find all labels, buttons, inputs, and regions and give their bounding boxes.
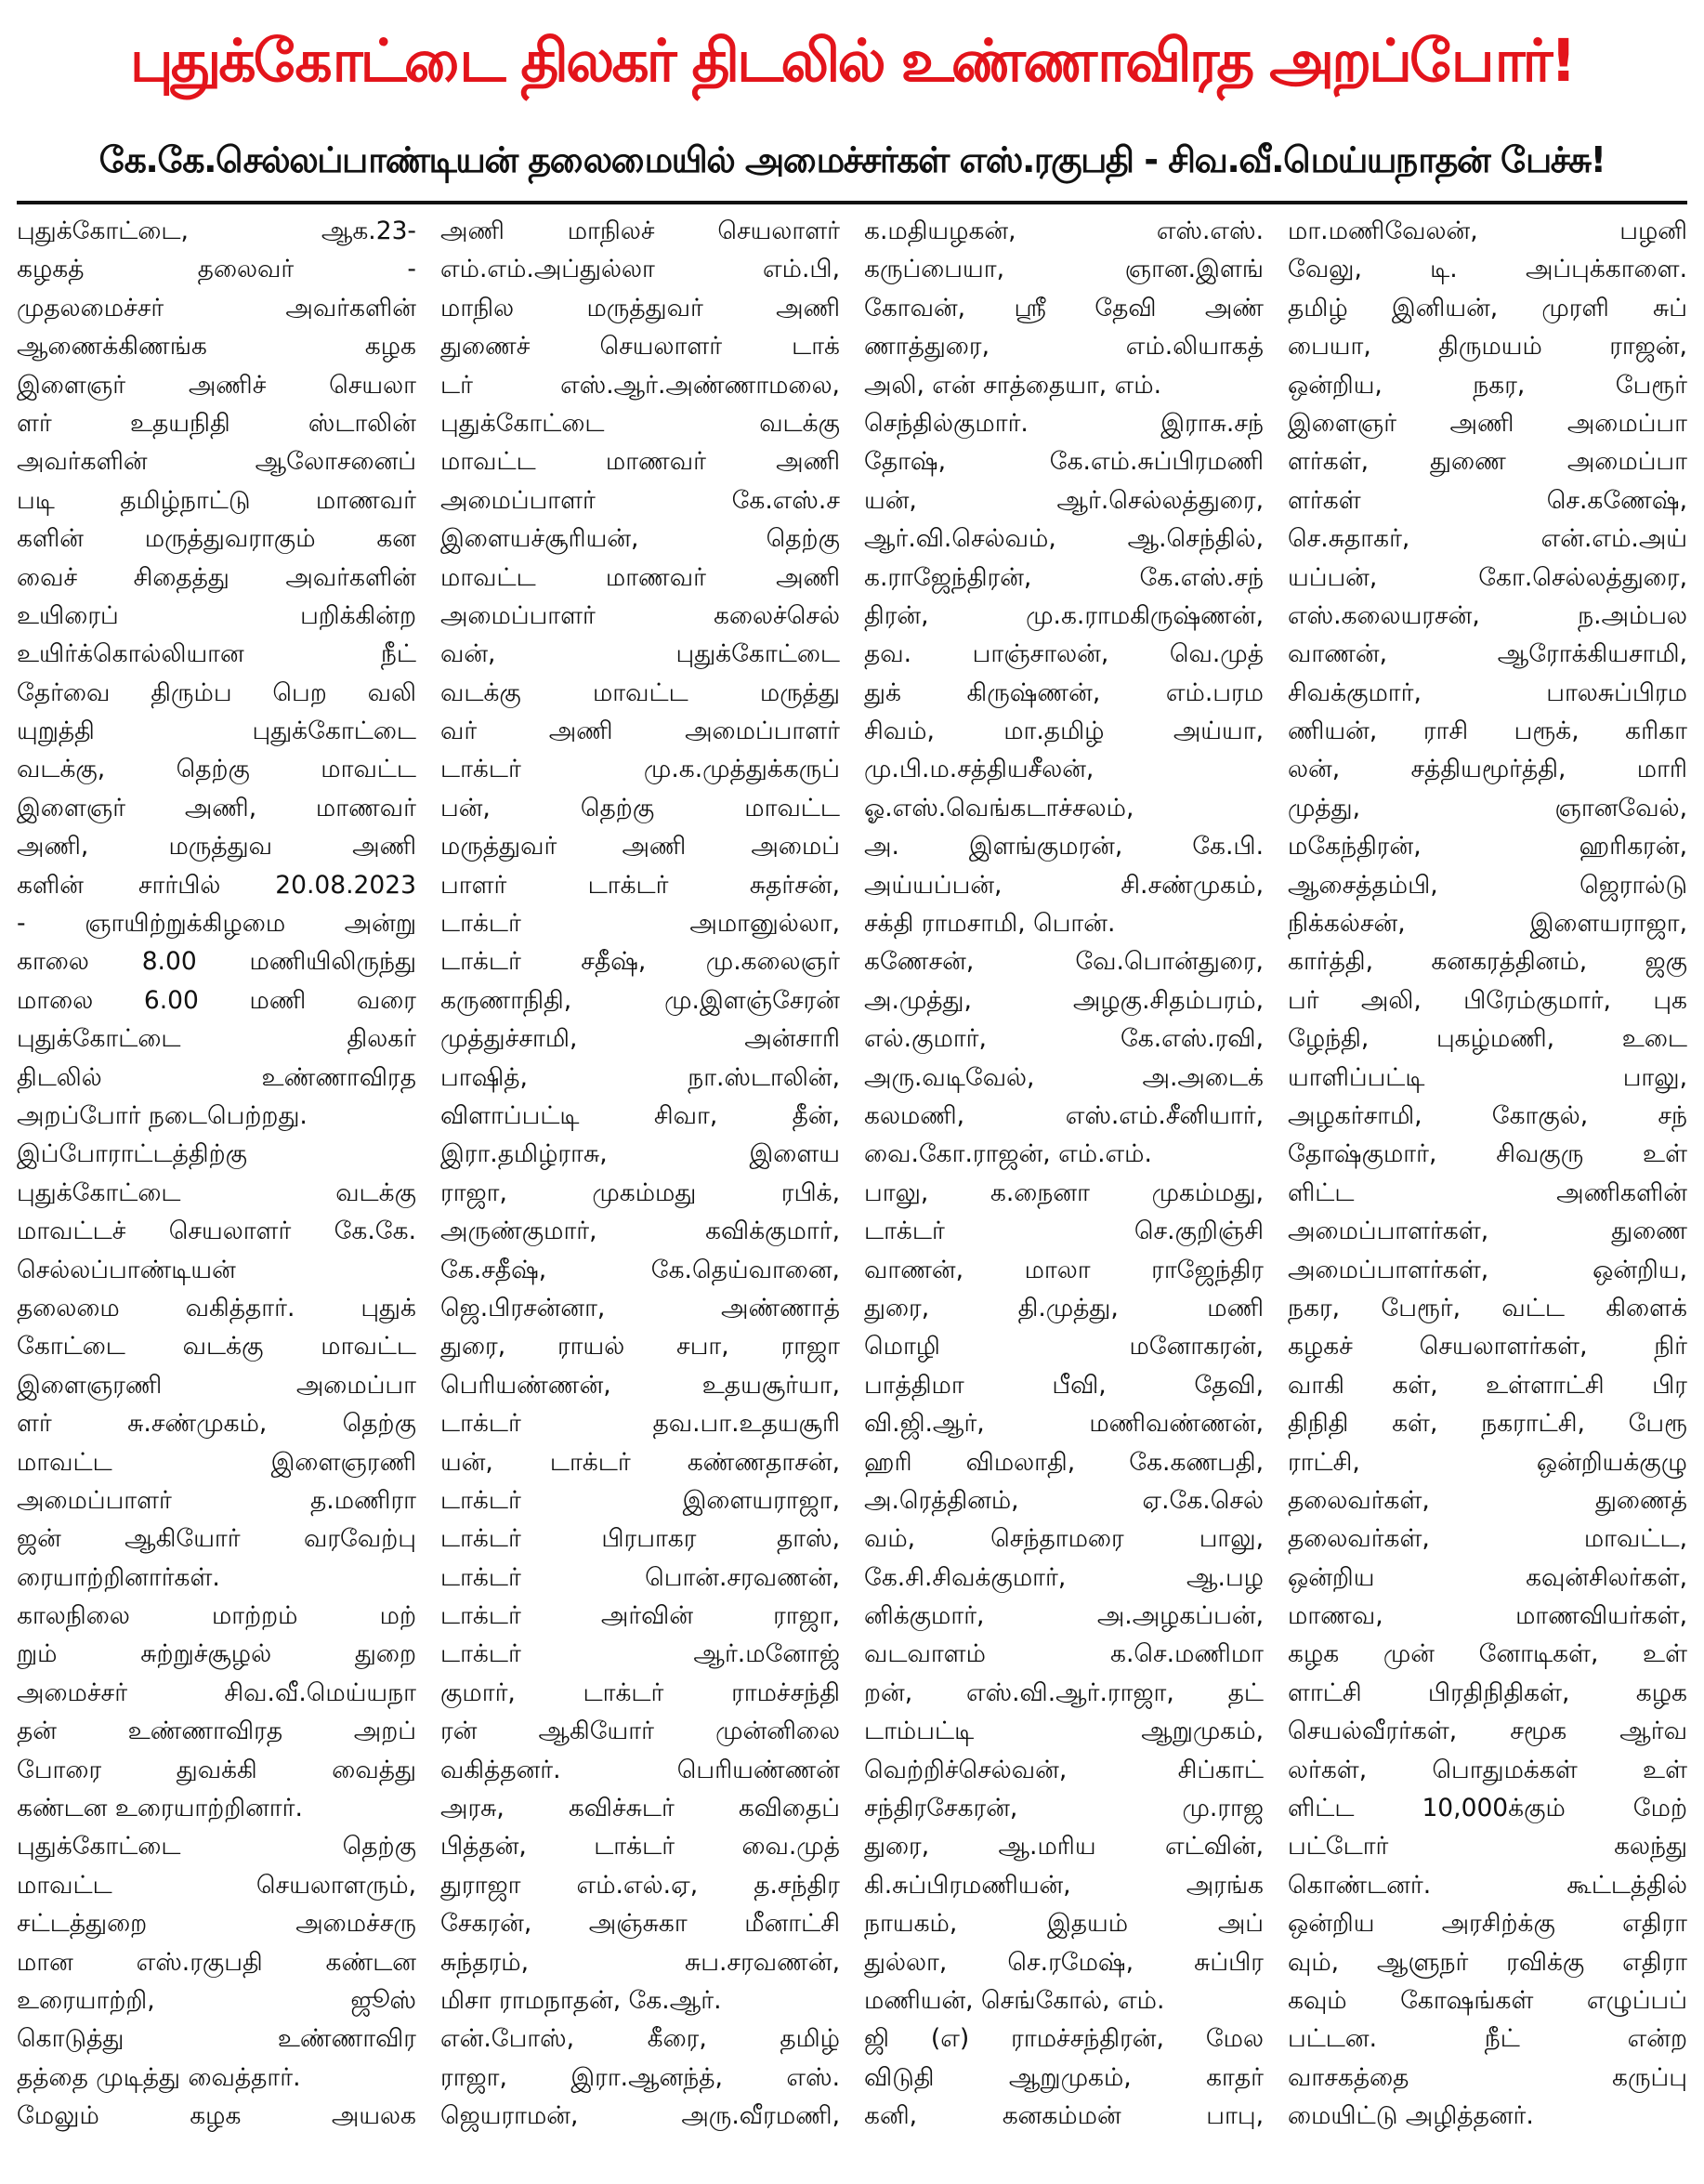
article-line: வடவாளம் க.செ.மணிமா [864,1639,1264,1669]
article-line: உயிரைப் பறிக்கின்ற [17,600,416,630]
article-line: தோஷ், கே.எம்.சுப்பிரமணி [864,447,1264,477]
article-line: ரையாற்றினார்கள். [17,1562,220,1592]
article-line: ணியன், ராசி பரூக், கரிகா [1288,717,1687,746]
article-line: சேகரன், அஞ்சுகா மீனாட்சி [440,1909,840,1939]
article-column-2 [440,212,840,2180]
article-line: திரன், மு.க.ராமகிருஷ்ணன், [864,600,1264,630]
article-line: வடக்கு, தெற்கு மாவட்ட [17,755,416,784]
article-line: ளர்கள், துணை அமைப்பா [1288,447,1687,477]
article-line: தலைமை வகித்தார். புதுக் [17,1293,416,1322]
article-line: கழகச் செயலாளர்கள், நிர் [1288,1332,1687,1362]
article-line: அ.ரெத்தினம், ஏ.கே.செல் [864,1485,1264,1515]
article-line: கொண்டனர். கூட்டத்தில் [1288,1870,1687,1900]
article-line: ஆசைத்தம்பி, ஜெரால்டு [1288,870,1687,900]
article-line: முதலமைச்சர் அவர்களின் [17,293,416,322]
article-line: இளைஞரணி அமைப்பா [17,1370,416,1400]
article-line: விளாப்பட்டி சிவா, தீன், [440,1100,840,1130]
article-line: அமைப்பாளர் கலைச்செல் [440,600,840,630]
article-line: தன் உண்ணாவிரத அறப் [17,1717,416,1746]
article-line: களின் மருத்துவராகும் கன [17,524,416,554]
article-line: வாணன், மாலா ராஜேந்திர [864,1255,1264,1284]
article-line: கோட்டை வடக்கு மாவட்ட [17,1332,416,1362]
article-line: அமைப்பாளர் கே.எஸ்.ச [440,485,840,515]
article-line: இளைஞர் அணிச் செயலா [17,370,416,400]
article-line: அய்யப்பன், சி.சண்முகம், [864,870,1264,900]
article-line: அறப்போர் நடைபெற்றது. [17,1100,308,1130]
article-line: இளையச்சூரியன், தெற்கு [440,524,840,554]
article-line: புதுக்கோட்டை தெற்கு [17,1832,416,1862]
article-line: வாணன், ஆரோக்கியசாமி, [1288,639,1687,669]
article-line: யுறுத்தி புதுக்கோட்டை [17,717,416,746]
article-line: அருண்குமார், கவிக்குமார், [440,1217,840,1246]
article-line: என்.போஸ், கீரை, தமிழ் [440,2024,840,2054]
article-line: இப்போராட்டத்திற்கு [17,1139,247,1169]
article-line: விடுதி ஆறுமுகம், காதர் [864,2062,1264,2092]
article-line: தத்தை முடித்து வைத்தார். [17,2062,301,2092]
article-line: மாவட்ட இளைஞரணி [17,1447,416,1477]
article-line: ளிட்ட அணிகளின் [1288,1178,1687,1207]
article-line: வாகி கள், உள்ளாட்சி பிர [1288,1370,1687,1400]
article-line: காலநிலை மாற்றம் மற் [17,1601,416,1631]
article-line: க.மதியழகன், எஸ்.எஸ். [864,217,1264,245]
article-line: ஓ.எஸ்.வெங்கடாச்சலம், [864,793,1134,822]
article-line: செல்லப்பாண்டியன் [17,1255,236,1284]
article-line: துரை, ராயல் சபா, ராஜா [440,1332,840,1362]
article-line: செ.சுதாகர், என்.எம்.அய் [1288,524,1687,554]
article-line: திடலில் உண்ணாவிரத [17,1062,416,1092]
article-line: இரா.தமிழ்ராசு, இளைய [440,1139,840,1169]
article-line: யன், ஆர்.செல்லத்துரை, [864,485,1264,515]
article-line: ராஜா, முகம்மது ரபிக், [440,1178,840,1207]
article-line: ஜி (எ) ராமச்சந்திரன், மேல [864,2024,1264,2054]
article-line: செந்தில்குமார். இராசு.சந் [864,408,1264,438]
article-line: மாவட்ட மாணவர் அணி [440,562,840,592]
article-line: ஜன் ஆகியோர் வரவேற்பு [17,1524,416,1554]
article-line: குமார், டாக்டர் ராமச்சந்தி [440,1677,840,1707]
article-line: மிசா ராமநாதன், கே.ஆர். [440,1985,722,2015]
article-line: அணி மாநிலச் செயலாளர் [440,217,840,245]
article-line: துராஜா எம்.எல்.ஏ, த.சந்திர [440,1870,840,1900]
article-line: உயிர்க்கொல்லியான நீட் [17,639,416,669]
article-line: அணி, மருத்துவ அணி [17,832,416,862]
article-line: சட்டத்துறை அமைச்சரு [17,1909,416,1939]
article-line: ஒன்றிய கவுன்சிலர்கள், [1288,1562,1687,1592]
article-line: அரசு, கவிச்சுடர் கவிதைப் [440,1794,840,1823]
article-line: மேலும் கழக அயலக [17,2101,416,2131]
article-line: வெற்றிச்செல்வன், சிப்காட் [864,1755,1264,1784]
article-line: ஆர்.வி.செல்வம், ஆ.செந்தில், [864,524,1264,554]
article-line: கழக முன் னோடிகள், உள் [1288,1639,1687,1669]
article-line: மு.பி.ம.சத்தியசீலன், [864,755,1094,784]
article-line: கே.சி.சிவக்குமார், ஆ.பழ [864,1562,1264,1592]
article-line: மகேந்திரன், ஹரிகரன், [1288,832,1687,862]
article-line: வேலு, டி. அப்புக்காளை. [1288,255,1687,284]
article-line: பாளர் டாக்டர் சுதர்சன், [440,870,840,900]
article-line: ஆணைக்கிணங்க கழக [17,332,416,362]
article-line: றன், எஸ்.வி.ஆர்.ராஜா, தட் [864,1677,1264,1707]
article-line: மாவட்ட செயலாளரும், [17,1870,416,1900]
article-line: சிவம், மா.தமிழ் அய்யா, [864,717,1264,746]
article-line: திநிதி கள், நகராட்சி, பேரூ [1288,1409,1687,1439]
subheadline: கே.கே.செல்லப்பாண்டியன் தலைமையில் அமைச்சர்கள் எஸ்.ரகுபதி - சிவ.வீ.மெய்யநாதன் பேச்சு! [98,139,1606,180]
article-line: அமைப்பாளர் த.மணிரா [17,1485,416,1515]
article-line: கி.சுப்பிரமணியன், அரங்க [864,1870,1264,1900]
article-line: தலைவர்கள், துணைத் [1288,1485,1687,1515]
article-line: கே.சதீஷ், கே.தெய்வானை, [440,1255,840,1284]
article-line: இளைஞர் அணி, மாணவர் [17,793,416,822]
article-line: புதுக்கோட்டை வடக்கு [440,408,840,438]
article-line: க.ராஜேந்திரன், கே.எஸ்.சந் [864,562,1264,592]
article-line: டாக்டர் இளையராஜா, [440,1485,840,1515]
article-line: மாணவ, மாணவியர்கள், [1288,1601,1687,1631]
article-line: கனி, கனகம்மன் பாபு, [864,2101,1264,2131]
article-line: நாயகம், இதயம் அப் [864,1909,1264,1939]
article-line: சிவக்குமார், பாலசுப்பிரம [1288,678,1687,707]
article-line: கோவன், ஸ்ரீ தேவி அண் [864,293,1264,322]
headline: புதுக்கோட்டை திலகர் திடலில் உண்ணாவிரத அறப்போர்! [129,27,1575,95]
article-line: யாளிப்பட்டி பாலு, [1288,1062,1687,1092]
article-line: தமிழ் இனியன், முரளி சுப் [1288,293,1687,322]
article-line: லன், சத்தியமூர்த்தி, மாரி [1288,755,1687,784]
article-line: ஒன்றிய அரசிற்க்கு எதிரா [1288,1909,1687,1939]
article-line: மாநில மருத்துவர் அணி [440,293,840,322]
article-line: பாலு, க.நைனா முகம்மது, [864,1178,1264,1207]
article-line: துரை, ஆ.மரிய எட்வின், [864,1832,1264,1862]
article-line: துணைச் செயலாளர் டாக் [440,332,840,362]
article-line: மணியன், செங்கோல், எம். [864,1985,1165,2015]
article-line: யப்பன், கோ.செல்லத்துரை, [1288,562,1687,592]
article-line: மருத்துவர் அணி அமைப் [440,832,840,862]
article-line: தோஷ்குமார், சிவகுரு உள் [1288,1139,1687,1169]
article-line: அ. இளங்குமரன், கே.பி. [864,832,1264,862]
article-line: துல்லா, செ.ரமேஷ், சுப்பிர [864,1947,1264,1977]
article-line: ஜெயராமன், அரு.வீரமணி, [440,2101,840,2131]
article-line: பன், தெற்கு மாவட்ட [440,793,840,822]
article-line: ஹரி விமலாதி, கே.கணபதி, [864,1447,1264,1477]
article-body [17,212,1687,2180]
article-line: வடக்கு மாவட்ட மருத்து [440,678,840,707]
article-line: வம், செந்தாமரை பாலு, [864,1524,1264,1554]
article-line: கலமணி, எஸ்.எம்.சீனியார், [864,1100,1264,1130]
article-line: வன், புதுக்கோட்டை [440,639,840,669]
article-column-3 [864,212,1264,2180]
article-line: ளர்கள் செ.கணேஷ், [1288,485,1687,515]
article-line: ராட்சி, ஒன்றியக்குழு [1288,1447,1687,1477]
article-line: இளைஞர் அணி அமைப்பா [1288,408,1687,438]
article-line: றும் சுற்றுச்சூழல் துறை [17,1639,416,1669]
article-line: கொடுத்து உண்ணாவிர [17,2024,416,2054]
article-line: டர் எஸ்.ஆர்.அண்ணாமலை, [440,370,840,400]
article-line: வாசகத்தை கருப்பு [1288,2062,1687,2092]
article-line: புதுக்கோட்டை திலகர் [17,1024,416,1054]
article-line: ளர் உதயநிதி ஸ்டாலின் [17,408,416,438]
article-line: மையிட்டு அழித்தனர். [1288,2101,1534,2131]
article-line: அமைச்சர் சிவ.வீ.மெய்யநா [17,1677,416,1707]
article-line: பையா, திருமயம் ராஜன், [1288,332,1687,362]
article-line: மொழி மனோகரன், [864,1332,1264,1362]
article-line: ளாட்சி பிரதிநிதிகள், கழக [1288,1677,1687,1707]
article-line: முத்து, ஞானவேல், [1288,793,1687,822]
article-line: பெரியண்ணன், உதயசூர்யா, [440,1370,840,1400]
article-line: எஸ்.கலையரசன், ந.அம்பல [1288,600,1687,630]
article-line: வர் அணி அமைப்பாளர் [440,717,840,746]
article-line: - ஞாயிற்றுக்கிழமை அன்று [17,909,416,939]
article-line: ஒன்றிய, நகர, பேரூர் [1288,370,1687,400]
article-line: பித்தன், டாக்டர் வை.முத் [440,1832,840,1862]
article-line: பட்டன. நீட் என்ற [1288,2024,1687,2054]
article-line: மா.மணிவேலன், பழனி [1288,217,1687,245]
article-line: மாலை 6.00 மணி வரை [17,985,416,1015]
article-line: ரன் ஆகியோர் முன்னிலை [440,1717,840,1746]
article-line: டாம்பட்டி ஆறுமுகம், [864,1717,1264,1746]
article-line: கழகத் தலைவர் - [17,255,416,284]
article-line: கண்டன உரையாற்றினார். [17,1794,303,1823]
article-line: நிக்கல்சன், இளையராஜா, [1288,909,1687,939]
article-line: துக் கிருஷ்ணன், எம்.பரம [864,678,1264,707]
article-line: டாக்டர் செ.குறிஞ்சி [864,1217,1264,1246]
article-line: டாக்டர் மு.க.முத்துக்கருப் [440,755,840,784]
header-rule [17,201,1687,204]
article-line: ளிட்ட 10,000க்கும் மேற் [1288,1794,1687,1823]
article-line: அழகர்சாமி, கோகுல், சந் [1288,1100,1687,1130]
article-line: புதுக்கோட்டை, ஆக.23- [17,217,416,245]
article-line: டாக்டர் தவ.பா.உதயசூரி [440,1409,840,1439]
article-line: னிக்குமார், அ.அழகப்பன், [864,1601,1264,1631]
article-line: மாவட்டச் செயலாளர் கே.கே. [17,1217,416,1246]
article-line: தலைவர்கள், மாவட்ட, [1288,1524,1687,1554]
article-line: டாக்டர் அர்வின் ராஜா, [440,1601,840,1631]
article-line: வும், ஆளுநர் ரவிக்கு எதிரா [1288,1947,1687,1977]
article-line: பட்டோர் கலந்து [1288,1832,1687,1862]
article-line: யன், டாக்டர் கண்ணதாசன், [440,1447,840,1477]
article-line: கருப்பையா, ஞான.இளங் [864,255,1264,284]
article-line: ழேந்தி, புகழ்மணி, உடை [1288,1024,1687,1054]
article-line: வகித்தனர். பெரியண்ணன் [440,1755,840,1784]
article-line: களின் சார்பில் 20.08.2023 [17,870,416,900]
article-line: தவ. பாஞ்சாலன், வெ.முத் [864,639,1264,669]
article-line: டாக்டர் அமானுல்லா, [440,909,840,939]
article-line: மாவட்ட மாணவர் அணி [440,447,840,477]
article-line: எல்.குமார், கே.எஸ்.ரவி, [864,1024,1264,1054]
article-line: அ.முத்து, அழகு.சிதம்பரம், [864,985,1264,1015]
article-line: கவும் கோஷங்கள் எழுப்பப் [1288,1985,1687,2015]
article-column-1 [17,212,416,2180]
article-column-4 [1288,212,1687,2180]
article-line: புதுக்கோட்டை வடக்கு [17,1178,416,1207]
article-line: கார்த்தி, கனகரத்தினம், ஜகு [1288,947,1687,977]
article-line: அவர்களின் ஆலோசனைப் [17,447,416,477]
article-line: அலி, என் சாத்தையா, எம். [864,370,1162,400]
article-line: தேர்வை திரும்ப பெற வலி [17,678,416,707]
article-line: ராஜா, இரா.ஆனந்த், எஸ். [440,2062,840,2092]
article-line: முத்துச்சாமி, அன்சாரி [440,1024,840,1054]
article-line: அரு.வடிவேல், அ.அடைக் [864,1062,1264,1092]
article-line: போரை துவக்கி வைத்து [17,1755,416,1784]
article-line: ணாத்துரை, எம்.லியாகத் [864,332,1264,362]
article-line: வி.ஜி.ஆர், மணிவண்ணன், [864,1409,1264,1439]
article-line: வைச் சிதைத்து அவர்களின் [17,562,416,592]
article-line: பாத்திமா பீவி, தேவி, [864,1370,1264,1400]
article-line: கணேசன், வே.பொன்துரை, [864,947,1264,977]
article-line: பாஷித், நா.ஸ்டாலின், [440,1062,840,1092]
article-line: டாக்டர் பொன்.சரவணன், [440,1562,840,1592]
article-line: அமைப்பாளர்கள், ஒன்றிய, [1288,1255,1687,1284]
article-line: ஜெ.பிரசன்னா, அண்ணாத் [440,1293,840,1322]
article-line: சுந்தரம், சுப.சரவணன், [440,1947,840,1977]
article-line: டாக்டர் சதீஷ், மு.கலைஞர் [440,947,840,977]
article-line: வை.கோ.ராஜன், எம்.எம். [864,1139,1152,1169]
article-line: அமைப்பாளர்கள், துணை [1288,1217,1687,1246]
article-line: லர்கள், பொதுமக்கள் உள் [1288,1755,1687,1784]
article-line: பர் அலி, பிரேம்குமார், புக [1288,985,1687,1015]
article-line: செயல்வீரர்கள், சமூக ஆர்வ [1288,1717,1687,1746]
article-line: காலை 8.00 மணியிலிருந்து [17,947,416,977]
article-line: ளர் சு.சண்முகம், தெற்கு [17,1409,416,1439]
article-line: நகர, பேரூர், வட்ட கிளைக் [1288,1293,1687,1322]
article-line: சக்தி ராமசாமி, பொன். [864,909,1116,939]
article-line: உரையாற்றி, ஜூஸ் [17,1985,416,2015]
article-line: சந்திரசேகரன், மு.ராஜ [864,1794,1264,1823]
article-line: டாக்டர் ஆர்.மனோஜ் [440,1639,840,1669]
article-line: எம்.எம்.அப்துல்லா எம்.பி, [440,255,840,284]
article-line: டாக்டர் பிரபாகர தாஸ், [440,1524,840,1554]
article-line: துரை, தி.முத்து, மணி [864,1293,1264,1322]
article-line: கருணாநிதி, மு.இளஞ்சேரன் [440,985,840,1015]
article-line: படி தமிழ்நாட்டு மாணவர் [17,485,416,515]
article-line: மான எஸ்.ரகுபதி கண்டன [17,1947,416,1977]
